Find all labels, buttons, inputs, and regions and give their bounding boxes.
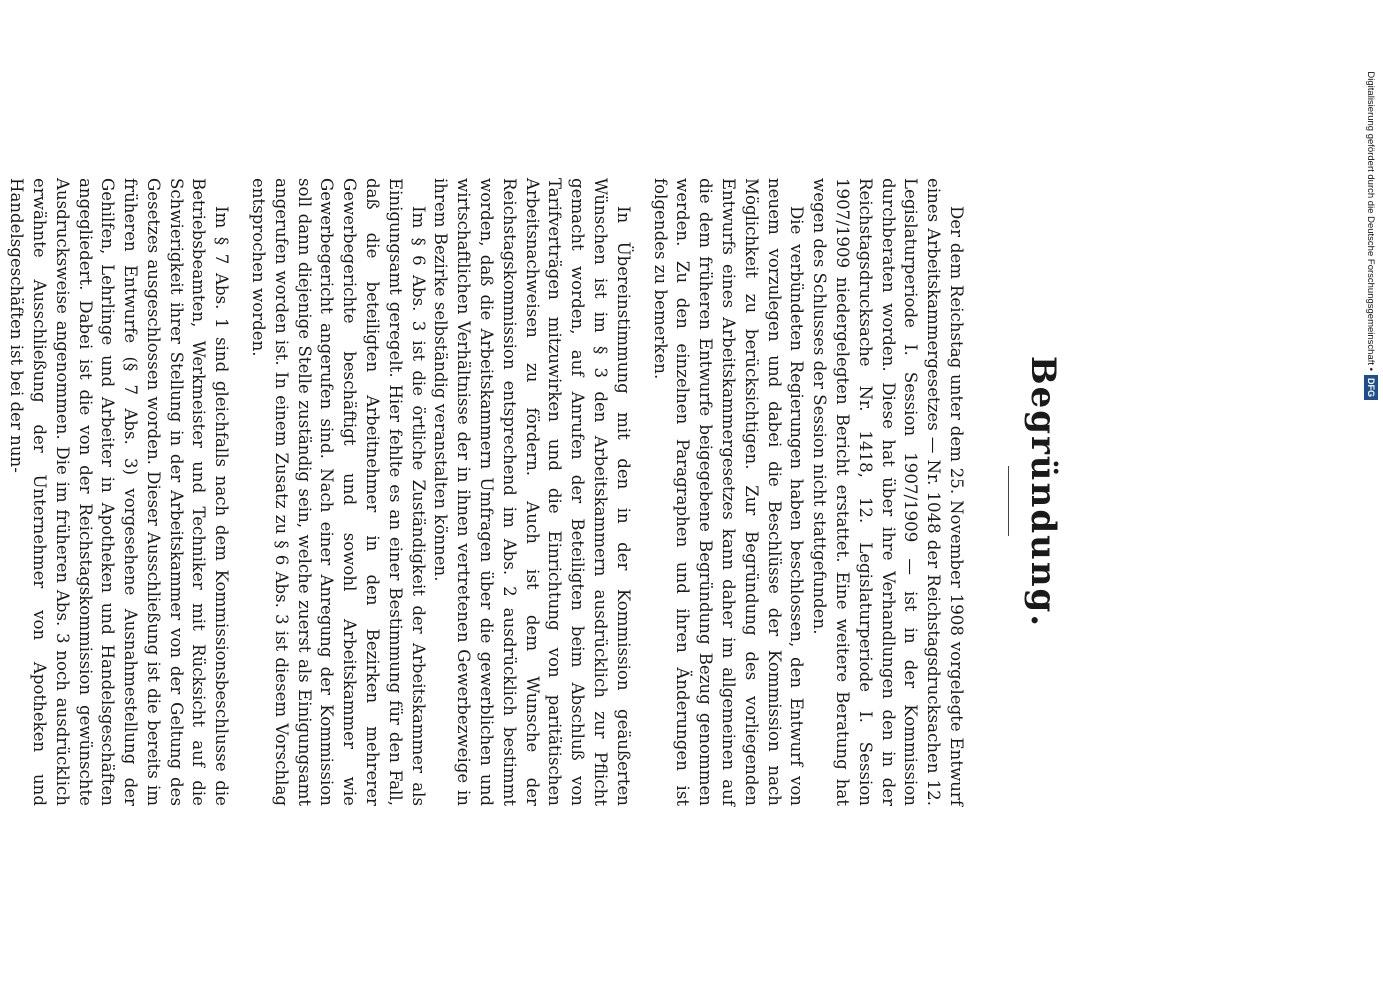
title-divider bbox=[1008, 466, 1009, 536]
credit-text: Digitalisierung gefördert durch die Deutsche Forschungsgemeinschaft • bbox=[1365, 71, 1377, 371]
digitization-credit bbox=[1363, 8, 1383, 400]
document-title: Begründung. bbox=[1023, 355, 1063, 629]
document-body bbox=[4, 178, 967, 806]
rotated-page bbox=[7, 178, 1117, 806]
paragraph-2: Die verbündeten Regierungen haben beschlossen, den Entwurf von neuem vorzulegen und dabei die Beschlüsse der Kommission nach Möglichkeit zu berücksichtigen. Zur Begründung des vorliegenden Entwurfs eines Arbeitskammergesetzes kann daher im allgemeinen auf die dem früheren Entwurfe beigegebene Begründung Bezug genommen werden. Zu den einzelnen Paragraphen und ihren Änderungen ist folgendes zu bemerken. bbox=[650, 178, 807, 806]
paragraph-1: Der dem Reichstag unter dem 25. November 1908 vorgelegte Entwurf eines Arbeitskammergesetzes — Nr. 1048 der Reichstagsdrucksachen 12. Legislaturperiode I. Session 1907/1909 — ist in der Kommission durchberaten worden. Diese hat über ihre Verhandlungen den in der Reichstagsdrucksache Nr. 1418, 12. Legislaturperiode I. Session 1907/1909 niedergelegten Bericht erstattet. Eine weitere Beratung hat wegen des Schlusses der Session nicht stattgefunden. bbox=[810, 178, 966, 806]
paragraph-4: Im § 6 Abs. 3 ist die örtliche Zuständigkeit der Arbeitskammer als Einigungsamt geregelt. Hier fehlte es an einer Bestimmung für den Fall, daß die beteiligten Arbeitnehmer in den Bezirken mehrerer Gewerbegerichte beschäftigt und sowohl Arbeitskammer wie Gewerbegericht angerufen sind. Nach einer Anregung der Kommission soll dann diejenige Stelle zuständig sein, welche zuerst als Einigungsamt angerufen worden ist. In einem Zusatz zu § 6 Abs. 3 ist diesem Vorschlag entsprochen worden. bbox=[249, 178, 428, 806]
paragraph-5: Im § 7 Abs. 1 sind gleichfalls nach dem Kommissionsbeschlusse die Betriebsbeamten, Werkmeister und Techniker mit Rücksicht auf die Schwierigkeit ihrer Stellung in der Arbeitskammer von der Geltung des Gesetzes ausgeschlossen worden. Dieser Ausschließung ist die bereits im früheren Entwurfe (§ 7 Abs. 3) vorgesehene Ausnahmestellung der Gehilfen, Lehrlinge und Arbeiter in Apotheken und Handelsgeschäften angegliedert. Dabei ist die von der Reichstagskommission gewünschte Ausdrucksweise angenommen. Die im früheren Abs. 3 noch ausdrücklich erwähnte Ausschließung der Unternehmer von Apotheken und Handelsgeschäften ist bei der nun- bbox=[7, 178, 232, 806]
dfg-logo: DFG bbox=[1364, 375, 1378, 400]
paragraph-3: In Übereinstimmung mit den in der Kommission geäußerten Wünschen ist im § 3 den Arbeitskammern ausdrücklich zur Pflicht gemacht worden, auf Anrufen der Beteiligten beim Abschluß von Tarifverträgen mitzuwirken und die Einrichtung von paritätischen Arbeitsnachweisen zu fördern. Auch ist dem Wunsche der Reichstagskommission entsprechend im Abs. 2 ausdrücklich bestimmt worden, daß die Arbeitskammern Umfragen über die gewerblichen und wirtschaftlichen Verhältnisse der in ihnen vertretenen Gewerbezweige in ihrem Bezirke selbständig veranstalten können. bbox=[431, 178, 633, 806]
